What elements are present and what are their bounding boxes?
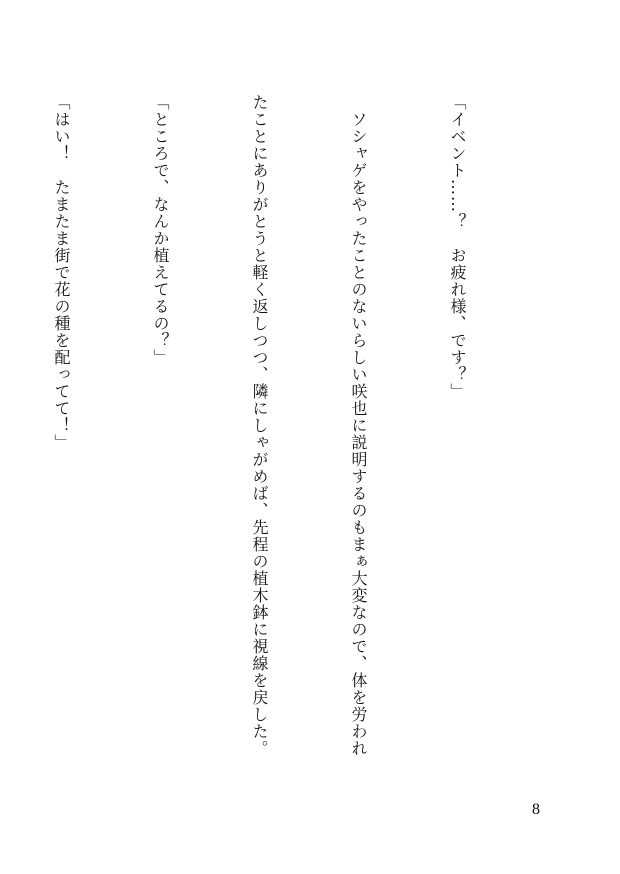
text-line: 「イベント……？ お疲れ様、です？」 <box>448 94 467 400</box>
text-line: たことにありがとうと軽く返しつつ、隣にしゃがめば、先程の植木鉢に視線を戻した。 <box>250 94 269 757</box>
vertical-text-body <box>52 94 540 794</box>
text-line: ソシャゲをやったことのないらしい咲也に説明するのもまぁ大変なので、体を労われ <box>349 94 368 757</box>
text-line: 「ところで、なんか植えてるの？」 <box>151 94 170 366</box>
text-line: 「はい！ たまたま街で花の種を配ってて！」 <box>52 94 71 451</box>
page-number: 8 <box>532 801 540 818</box>
